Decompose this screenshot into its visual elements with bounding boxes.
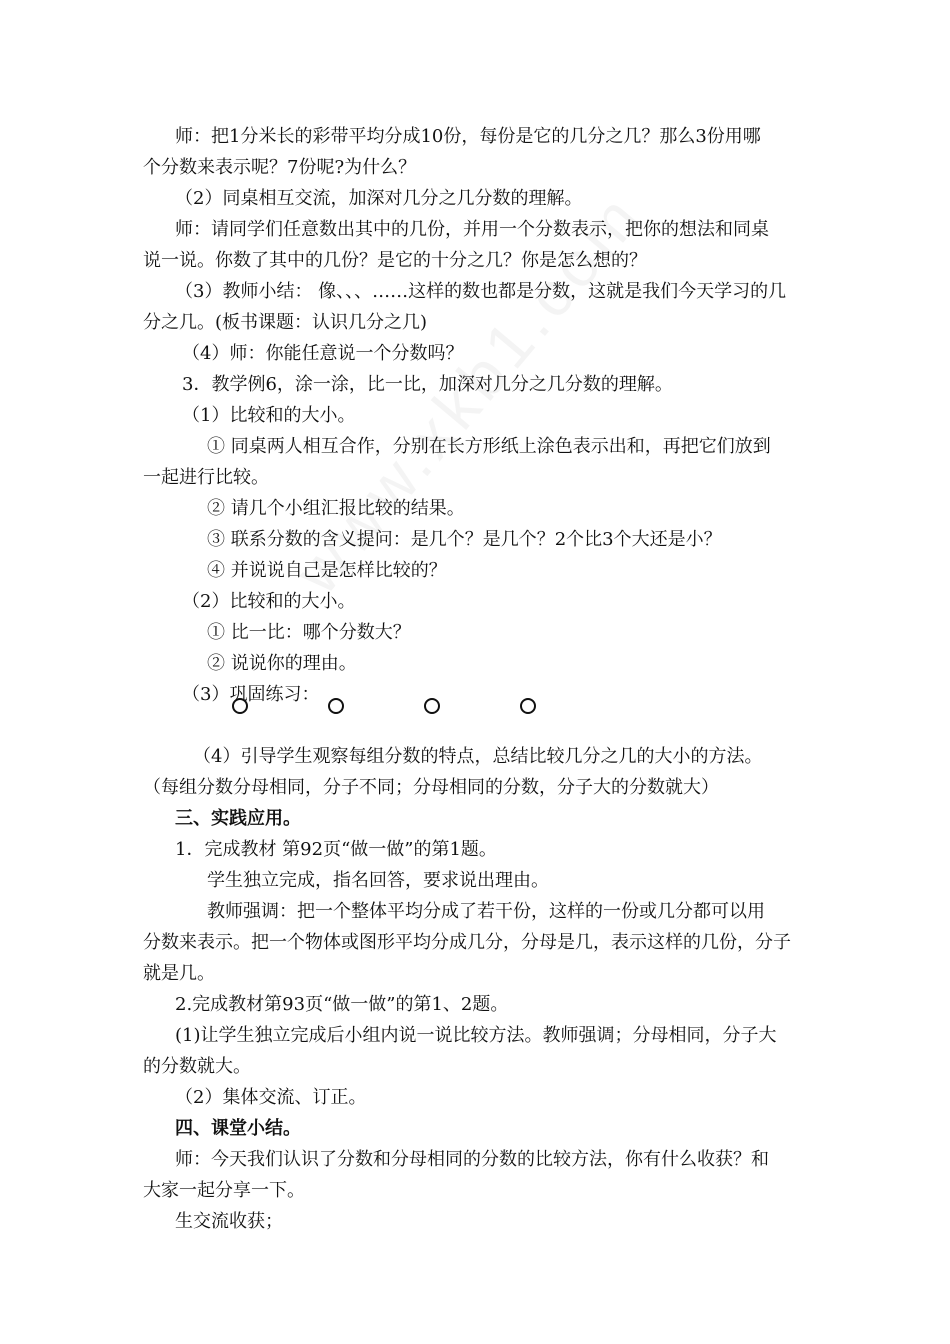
paragraph-line: 教师强调：把一个整体平均分成了若干份，这样的一份或几分都可以用	[207, 901, 765, 922]
paragraph-line: 大家一起分享一下。	[143, 1180, 305, 1201]
paragraph-line: 学生独立完成，指名回答，要求说出理由。	[207, 870, 549, 891]
paragraph-line: ① 同桌两人相互合作，分别在长方形纸上涂色表示出和，再把它们放到	[207, 436, 771, 457]
paragraph-line: 师：把1分米长的彩带平均分成10份，每份是它的几分之几？那么3份用哪	[175, 126, 761, 147]
paragraph-line: （3）教师小结： 像、、、……这样的数也都是分数，这就是我们今天学习的几	[175, 281, 787, 302]
paragraph-line: 师：今天我们认识了分数和分母相同的分数的比较方法，你有什么收获？和	[175, 1149, 769, 1170]
paragraph-line: 1．完成教材 第92页“做一做”的第1题。	[175, 839, 497, 860]
paragraph-line: 的分数就大。	[143, 1056, 251, 1077]
paragraph-line: （2）比较和的大小。	[182, 591, 356, 612]
paragraph-line: 分之几。(板书课题：认识几分之几)	[143, 312, 428, 333]
paragraph-line: 2.完成教材第93页“做一做”的第1、2题。	[175, 994, 509, 1015]
paragraph-line: 师：请同学们任意数出其中的几份，并用一个分数表示，把你的想法和同桌	[175, 219, 769, 240]
paragraph-line: ④ 并说说自己是怎样比较的？	[207, 560, 447, 581]
paragraph-line: ② 说说你的理由。	[207, 653, 357, 674]
paragraph-line: （2）集体交流、订正。	[175, 1087, 367, 1108]
comparison-circle	[232, 698, 248, 714]
paragraph-line: （每组分数分母相同，分子不同；分母相同的分数，分子大的分数就大）	[143, 777, 719, 798]
section-heading: 三、实践应用。	[175, 808, 301, 829]
paragraph-line: （3）巩固练习：	[182, 684, 320, 705]
paragraph-line: 就是几。	[143, 963, 215, 984]
comparison-circle	[520, 698, 536, 714]
comparison-circle	[424, 698, 440, 714]
paragraph-line: 一起进行比较。	[143, 467, 269, 488]
paragraph-line: 个分数来表示呢？7份呢?为什么？	[143, 157, 417, 178]
paragraph-line: 3．教学例6，涂一涂，比一比，加深对几分之几分数的理解。	[182, 374, 673, 395]
paragraph-line: ③ 联系分数的含义提问：是几个？是几个？2个比3个大还是小？	[207, 529, 722, 550]
comparison-circles-row	[0, 692, 950, 720]
comparison-circle	[328, 698, 344, 714]
section-heading: 四、课堂小结。	[175, 1118, 301, 1139]
paragraph-line: 说一说。你数了其中的几份？是它的十分之几？你是怎么想的？	[143, 250, 647, 271]
paragraph-line: （4）引导学生观察每组分数的特点，总结比较几分之几的大小的方法。	[193, 746, 763, 767]
paragraph-line: ② 请几个小组汇报比较的结果。	[207, 498, 465, 519]
paragraph-line: 生交流收获；	[175, 1211, 283, 1232]
paragraph-line: (1)让学生独立完成后小组内说一说比较方法。教师强调；分母相同，分子大	[175, 1025, 777, 1046]
paragraph-line: （1）比较和的大小。	[182, 405, 356, 426]
paragraph-line: （4）师：你能任意说一个分数吗？	[182, 343, 464, 364]
paragraph-line: ① 比一比：哪个分数大？	[207, 622, 411, 643]
paragraph-line: （2）同桌相互交流，加深对几分之几分数的理解。	[175, 188, 583, 209]
paragraph-line: 分数来表示。把一个物体或图形平均分成几分，分母是几，表示这样的几份，分子	[143, 932, 791, 953]
